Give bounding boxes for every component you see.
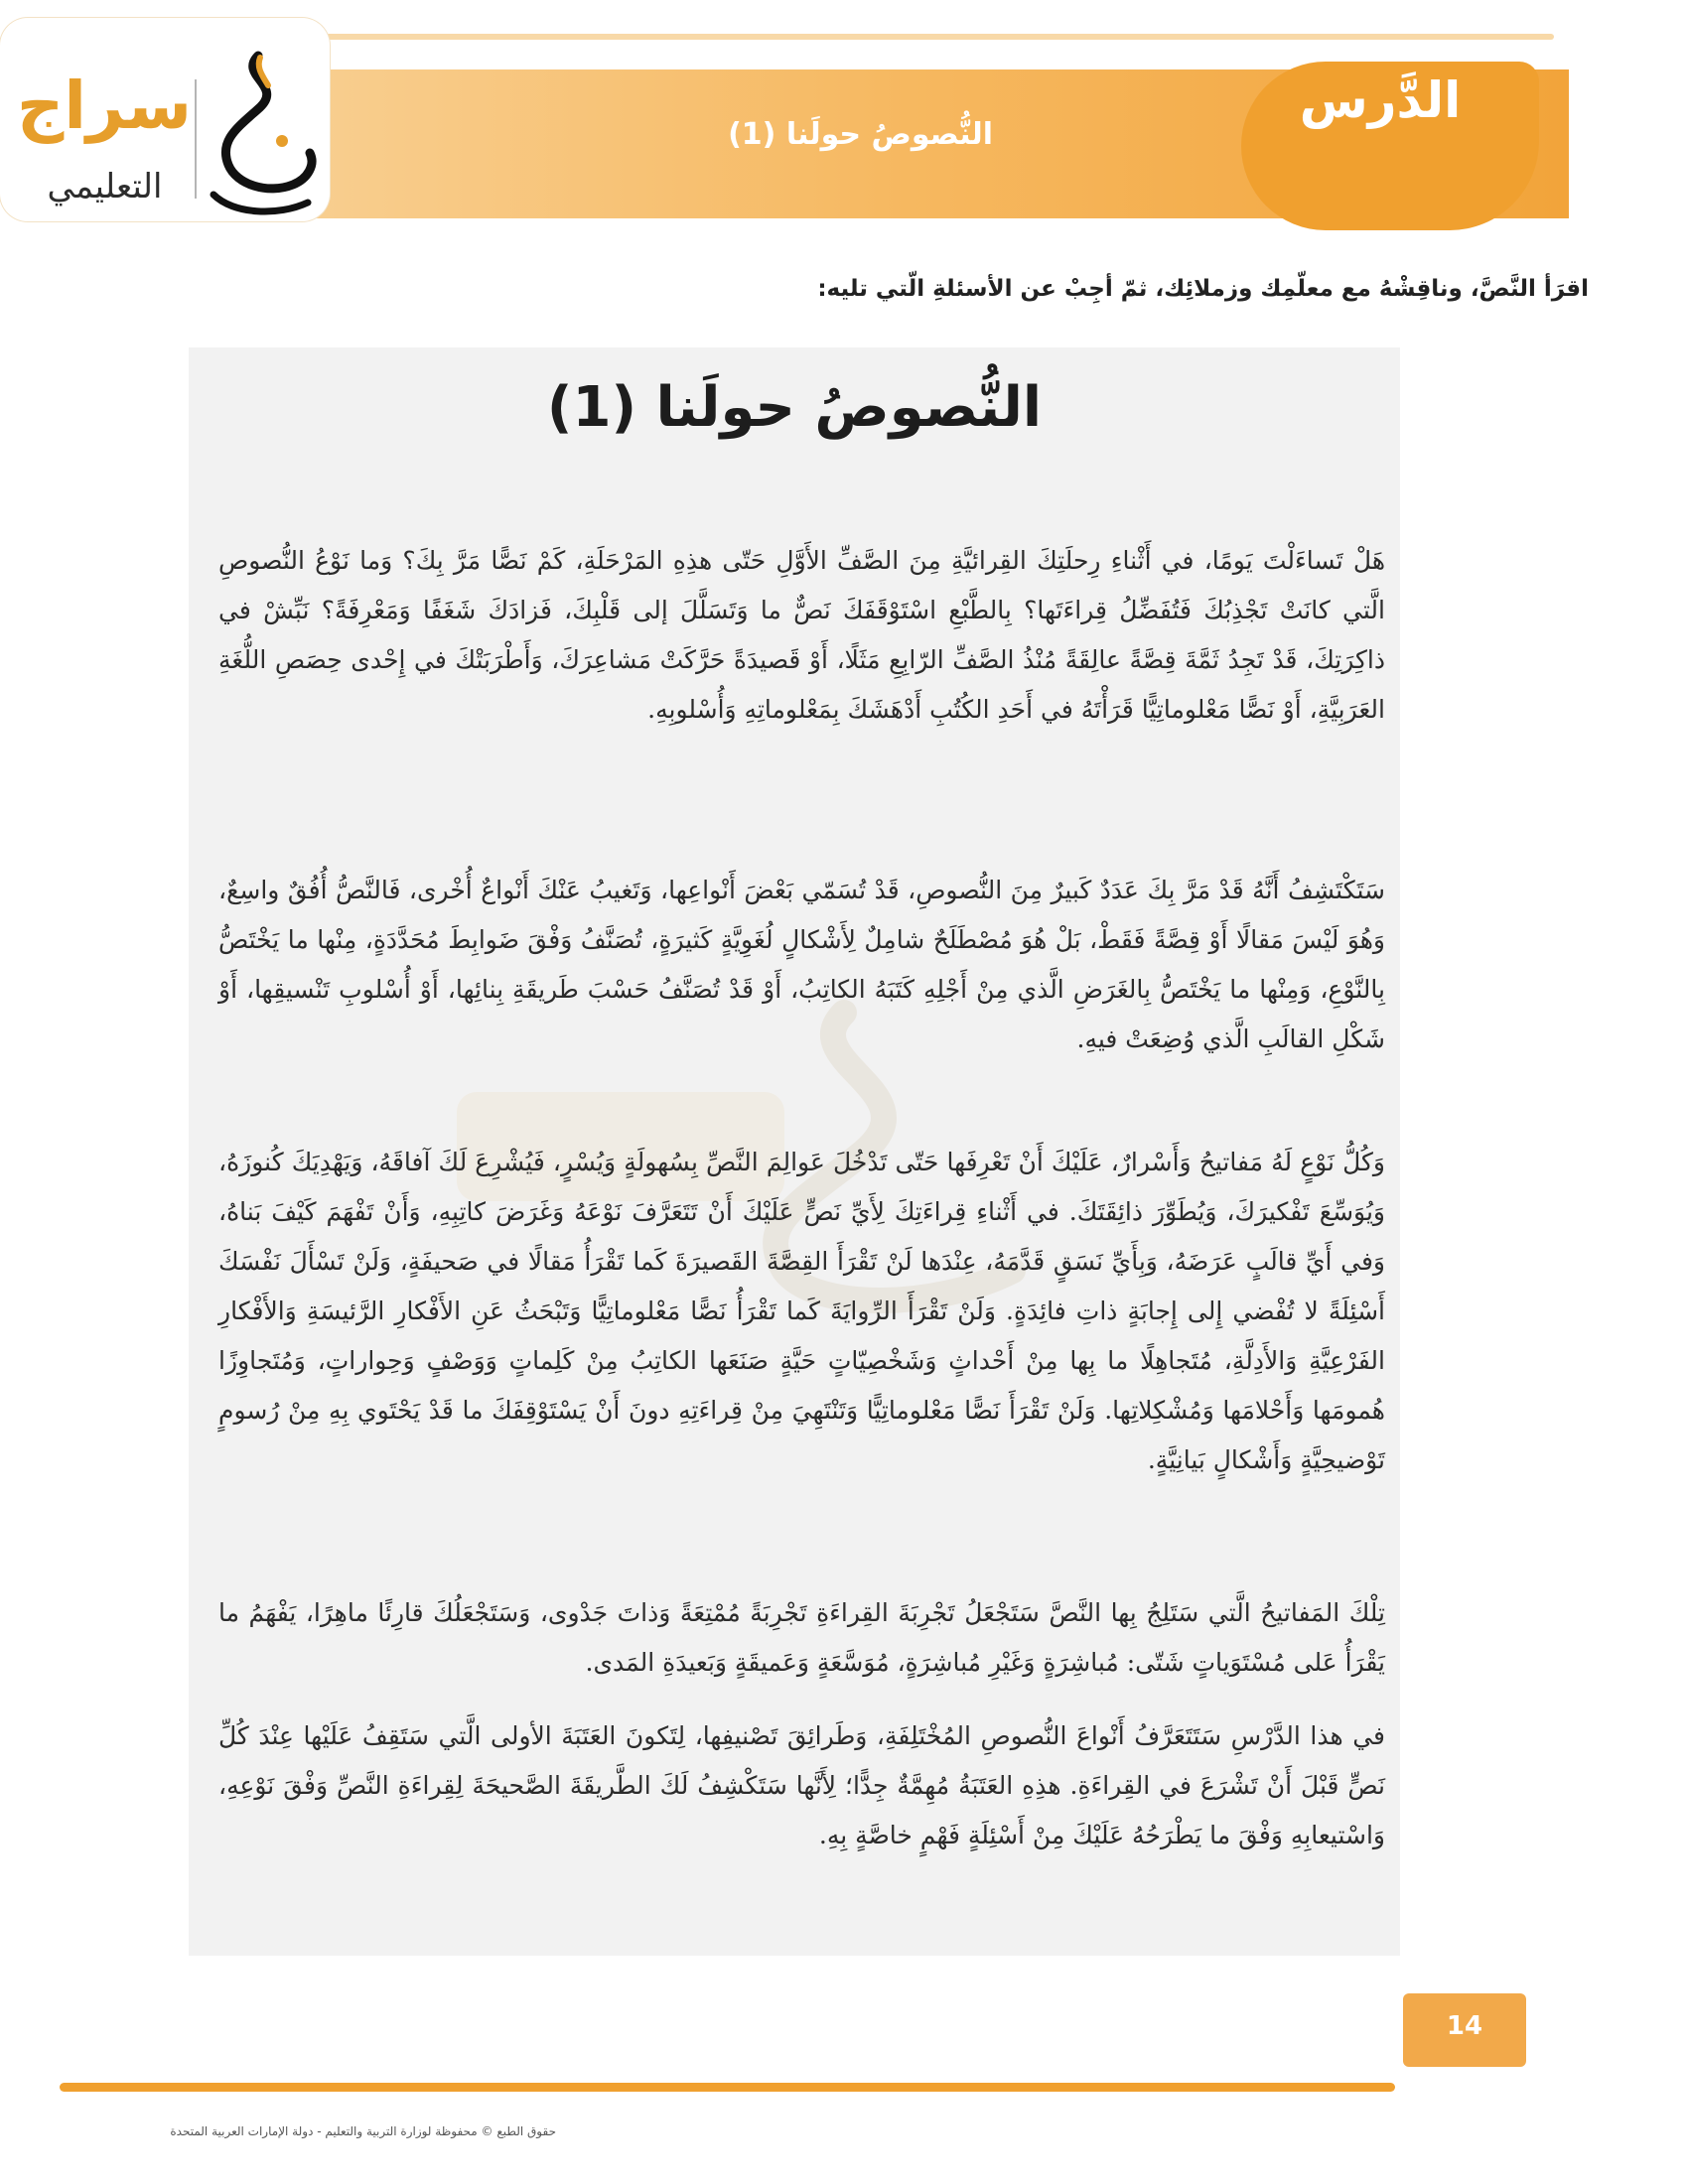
footer-copyright: حقوق الطبع © محفوظة لوزارة التربية والتعليم - دولة الإمارات العربية المتحدة [170, 2124, 556, 2138]
logo-main-text: سراج [16, 68, 192, 144]
logo-sub-text: التعليمي [47, 167, 163, 206]
footer-line [60, 2083, 1395, 2092]
paragraph-5: في هذا الدَّرْسِ سَتَتَعَرَّفُ أَنْواعَ النُّصوصِ المُخْتَلِفَةِ، وَطَرائِقَ تَصْنيفِها، لِتَكونَ العَتَبَةَ الأولى الَّتي سَتَقِفُ عَلَيْها عِنْدَ كُلِّ نَصٍّ قَبْلَ أَنْ تَشْرَعَ في القِراءَةِ. هذِهِ العَتَبَةُ مُهِمَّةٌ جِدًّا؛ لِأَنَّها سَتَكْشِفُ لَكَ الطَّريقَةَ الصَّحيحَةَ لِقِراءَةِ النَّصِّ وَفْقَ نَوْعِهِ، وَاسْتيعابِهِ وَفْقَ ما يَطْرَحُهُ عَلَيْكَ مِنْ أَسْئِلَةٍ فَهْمٍ خاصَّةٍ بِهِ. [218, 1721, 1385, 1849]
instruction-text: اقرَأ النَّصَّ، وناقِشْهُ مع معلّمِك وزملائِك، ثمّ أجِبْ عن الأسئلةِ الّتي تليه: [817, 276, 1589, 302]
header-top-line [179, 34, 1554, 40]
page-number: 14 [1446, 2011, 1483, 2041]
paragraph-3: وَكُلُّ نَوْعٍ لَهُ مَفاتيحُ وَأَسْرارٌ، عَلَيْكَ أَنْ تَعْرِفَها حَتّى تَدْخُلَ عَوالِمَ النَّصِّ بِسُهولَةٍ وَيُسْرٍ، فَيُشْرِعَ لَكَ آفاقَهُ، وَيَهْدِيَكَ كُنوزَهُ، وَيُوَسِّعَ تَفْكيرَكَ، وَيُطَوِّرَ ذائِقَتَكَ. في أَثْناءِ قِراءَتِكَ لِأَيِّ نَصٍّ عَلَيْكَ أَنْ تَتَعَرَّفَ نَوْعَهُ وَغَرَضَ كاتِبِهِ، وَأَنْ تَفْهَمَ كَيْفَ بَناهُ، وَفي أَيِّ قالَبٍ عَرَضَهُ، وَبِأَيِّ نَسَقٍ قَدَّمَهُ، عِنْدَها لَنْ تَقْرَأَ القِصَّةَ القَصيرَةَ كَما تَقْرَأُ مَقالًا في صَحيفَةٍ، وَلَنْ تَسْأَلَ نَفْسَكَ أَسْئِلَةً لا تُفْضي إِلى إِجابَةٍ ذاتِ فائِدَةٍ. وَلَنْ تَقْرَأَ الرِّوايَةَ كَما تَقْرَأُ نَصًّا مَعْلوماتِيًّا وَتَبْحَثُ عَنِ الأَفْكارِ الرَّئيسَةِ وَالأَفْكارِ الفَرْعِيَّةِ وَالأَدِلَّةِ، مُتَجاهِلًا ما بِها مِنْ أَحْداثٍ وَشَخْصِيّاتٍ حَيَّةٍ صَنَعَها الكاتِبُ مِنْ كَلِماتٍ وَوَصْفٍ وَحِواراتٍ، وَمُتَجاوِزًا هُمومَها وَأَحْلامَها وَمُشْكِلاتِها. وَلَنْ تَقْرَأَ نَصًّا مَعْلوماتِيًّا وَتَنْتَهِيَ مِنْ قِراءَتِهِ دونَ أَنْ يَسْتَوْقِفَكَ ما قَدْ يَحْتَوي بِهِ مِنْ رُسومٍ تَوْضيحِيَّةٍ وَأَشْكالٍ بَيانِيَّةٍ. [218, 1148, 1385, 1474]
paragraph-4: تِلْكَ المَفاتيحُ الَّتي سَتَلِجُ بِها النَّصَّ سَتَجْعَلُ تَجْرِبَةَ القِراءَةِ تَجْرِبَةً مُمْتِعَةً وَذاتَ جَدْوى، وَسَتَجْعَلُكَ قارِئًا ماهِرًا، يَفْهَمُ ما يَقْرَأُ عَلى مُسْتَوَياتٍ شَتّى: مُباشِرَةٍ وَغَيْرِ مُباشِرَةٍ، مُوَسَّعَةٍ وَعَميقَةٍ وَبَعيدَةِ المَدى. [218, 1598, 1385, 1677]
text-title: النُّصوصُ حولَنا (1) [546, 375, 1043, 440]
paragraph-2: سَتَكْتَشِفُ أَنَّهُ قَدْ مَرَّ بِكَ عَدَدٌ كَبيرٌ مِنَ النُّصوصِ، قَدْ تُسَمّي بَعْضَ أَنْواعِها، وَتَغيبُ عَنْكَ أَنْواعٌ أُخْرى، فَالنَّصُّ أُفُقٌ واسِعٌ، وَهُوَ لَيْسَ مَقالًا أَوْ قِصَّةً فَقَطْ، بَلْ هُوَ مُصْطَلَحٌ شامِلٌ لِأَشْكالٍ لُغَوِيَّةٍ كَثيرَةٍ، تُصَنَّفُ وَفْقَ ضَوابِطَ مُحَدَّدَةٍ، مِنْها ما يَخْتَصُّ بِالنَّوْعِ، وَمِنْها ما يَخْتَصُّ بِالغَرَضِ الَّذي مِنْ أَجْلِهِ كَتَبَهُ الكاتِبُ، أَوْ قَدْ تُصَنَّفُ حَسْبَ طَريقَةِ بِنائِها، أَوْ أُسْلوبِ تَنْسيقِها، أَوْ شَكْلِ القالَبِ الَّذي وُضِعَتْ فيهِ. [218, 876, 1385, 1053]
lesson-title: النُّصوصُ حولَنا (1) [728, 117, 993, 152]
calligraphy-logo-icon [199, 46, 323, 229]
logo [0, 18, 330, 221]
logo-divider [195, 79, 197, 199]
lesson-label: الدَّرس [1299, 71, 1462, 129]
paragraph-1: هَلْ تَساءَلْتَ يَومًا، في أَثْناءِ رِحلَتِكَ القِرائيَّةِ مِنَ الصَّفِّ الأَوَّلِ حَتّى هذِهِ المَرْحَلَةِ، كَمْ نَصًّا مَرَّ بِكَ؟ وَما نَوْعُ النُّصوصِ الَّتي كانَتْ تَجْذِبُكَ فَتُفَضِّلُ قِراءَتَها؟ بِالطَّبْعِ اسْتَوْقَفَكَ نَصٌّ ما وَتَسَلَّلَ إلى قَلْبِكَ، فَزادَكَ شَغَفًا وَمَعْرِفَةً؟ نَبِّشْ في ذاكِرَتِكَ، قَدْ تَجِدُ ثَمَّةَ قِصَّةً عالِقَةً مُنْذُ الصَّفِّ الرّابِعِ مَثَلًا، أَوْ قَصيدَةً حَرَّكَتْ مَشاعِرَكَ، وَأَطْرَبَتْكَ في إِحْدى حِصَصِ اللُّغَةِ العَرَبِيَّةِ، أَوْ نَصًّا مَعْلوماتِيًّا قَرَأْتَهُ في أَحَدِ الكُتُبِ أَدْهَشَكَ بِمَعْلوماتِهِ وَأُسْلوبِهِ. [218, 546, 1385, 724]
